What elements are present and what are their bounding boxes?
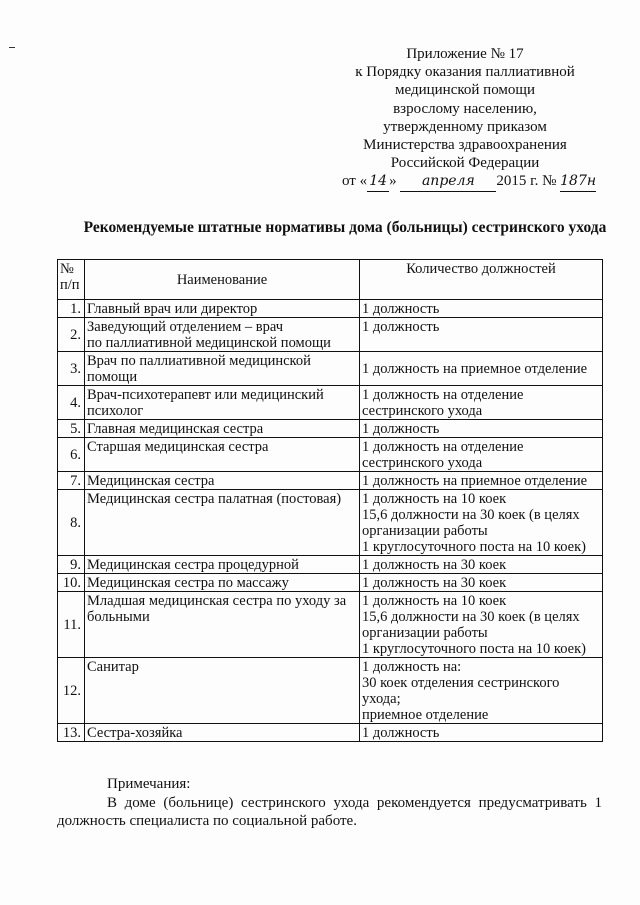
position-quantity-line: организации работы (362, 625, 488, 641)
position-name (85, 472, 360, 490)
order-number-handwritten: 187н (560, 172, 596, 191)
position-name (85, 420, 360, 438)
row-number: 9. (58, 556, 85, 574)
row-number: 1. (58, 300, 85, 318)
table-header-row (58, 260, 603, 300)
staffing-table (57, 259, 603, 742)
order-prefix: от « (342, 173, 368, 190)
header-line: утвержденному приказом (383, 118, 547, 135)
header-num (58, 260, 85, 300)
header-line: Приложение № 17 (406, 46, 524, 62)
position-quantity-line: 1 круглосуточного поста на 10 коек) (362, 539, 586, 555)
position-name-line: Медицинская сестра процедурной (87, 557, 299, 573)
position-name (85, 490, 360, 556)
position-quantity (360, 592, 603, 658)
table-row (58, 556, 603, 574)
position-name-line: Медицинская сестра (87, 473, 215, 489)
table-row (58, 318, 603, 352)
position-quantity-line: 1 должность на приемное отделение (362, 473, 588, 489)
row-number: 2. (58, 318, 85, 352)
position-quantity-line: 1 должность на отделение (362, 439, 524, 455)
order-month-handwritten: апреля (400, 172, 496, 191)
row-number: 10. (58, 574, 85, 592)
position-quantity-line: 1 круглосуточного поста на 10 коек) (362, 641, 586, 657)
position-quantity-line: 15,6 должности на 30 коек (в целях (362, 609, 580, 625)
position-quantity-line: 1 должность на 30 коек (362, 575, 507, 591)
row-number: 12. (58, 658, 85, 724)
table-row (58, 438, 603, 472)
header-line: к Порядку оказания паллиативной (355, 64, 575, 81)
position-quantity-line: 1 должность на 30 коек (362, 557, 507, 573)
position-quantity-line: 1 должность на 10 коек (362, 491, 507, 507)
position-quantity-line: 1 должность на приемное отделение (362, 361, 588, 377)
position-quantity-line: сестринского ухода (362, 403, 483, 419)
position-quantity-line: 1 должность на 10 коек (362, 593, 507, 609)
position-name-line: Медицинская сестра палатная (постовая) (87, 491, 342, 507)
position-name-line: Старшая медицинская сестра (87, 439, 269, 455)
position-quantity-line: ухода; (362, 691, 401, 707)
position-name-line: помощи (87, 369, 138, 385)
order-year: 2015 г. № (496, 173, 557, 190)
header-line: Российской Федерации (390, 155, 540, 172)
position-name (85, 658, 360, 724)
position-quantity-line: приемное отделение (362, 707, 489, 723)
position-name-line: Главный врач или директор (87, 301, 258, 317)
position-name (85, 318, 360, 352)
row-number: 8. (58, 490, 85, 556)
position-quantity (360, 658, 603, 724)
position-name-line: Врач по паллиативной медицинской (87, 353, 311, 369)
row-number: 7. (58, 472, 85, 490)
position-quantity-line: 1 должность на: (362, 659, 462, 675)
header-line: медицинской помощи (395, 82, 535, 99)
row-number: 5. (58, 420, 85, 438)
position-quantity-line: 1 должность на отделение (362, 387, 524, 403)
header-num-line: № (60, 261, 74, 277)
position-quantity-line: 1 должность (362, 421, 440, 437)
row-number: 6. (58, 438, 85, 472)
table-row (58, 574, 603, 592)
table-row (58, 472, 603, 490)
position-quantity (360, 438, 603, 472)
position-name-line: психолог (87, 403, 144, 419)
document-title: Рекомендуемые штатные нормативы дома (больницы) сестринского ухода (83, 219, 607, 236)
position-name (85, 386, 360, 420)
header-line: Министерства здравоохранения (363, 137, 567, 154)
position-name (85, 556, 360, 574)
table-row (58, 592, 603, 658)
header-line: взрослому населению, (393, 100, 537, 117)
position-name-line: Главная медицинская сестра (87, 421, 264, 437)
position-name-line: Заведующий отделением – врач (87, 319, 284, 335)
position-quantity (360, 386, 603, 420)
position-name-line: Санитар (87, 659, 139, 675)
position-quantity (360, 352, 603, 386)
header-num-line: п/п (60, 277, 80, 293)
row-number: 4. (58, 386, 85, 420)
table-body (58, 300, 603, 742)
position-name (85, 300, 360, 318)
table-row (58, 490, 603, 556)
position-quantity (360, 318, 603, 352)
position-name (85, 438, 360, 472)
position-quantity (360, 556, 603, 574)
table-row (58, 420, 603, 438)
position-name (85, 574, 360, 592)
position-quantity (360, 420, 603, 438)
order-day-handwritten: 14 (367, 172, 389, 191)
table-row (58, 386, 603, 420)
table-row (58, 658, 603, 724)
notes-text: В доме (больнице) сестринского ухода рекомендуется предусматривать 1 должность специалиста по социальной работе. (57, 794, 602, 829)
position-quantity (360, 724, 603, 742)
position-quantity-line: 1 должность (362, 319, 440, 335)
appendix-header (330, 45, 600, 192)
position-name (85, 724, 360, 742)
scan-artifact (9, 47, 15, 48)
position-quantity-line: 1 должность (362, 725, 440, 741)
position-name-line: Сестра-хозяйка (87, 725, 183, 741)
position-quantity (360, 490, 603, 556)
position-quantity-line: организации работы (362, 523, 488, 539)
table-row (58, 300, 603, 318)
header-name: Наименование (85, 260, 360, 300)
row-number: 11. (58, 592, 85, 658)
order-mid: » (389, 173, 397, 190)
position-quantity (360, 472, 603, 490)
header-qty: Количество должностей (360, 260, 603, 300)
position-quantity-line: 15,6 должности на 30 коек (в целях (362, 507, 580, 523)
position-name-line: больными (87, 609, 150, 625)
position-name (85, 352, 360, 386)
position-name-line: Медицинская сестра по массажу (87, 575, 289, 591)
position-name-line: по паллиативной медицинской помощи (87, 335, 331, 351)
row-number: 13. (58, 724, 85, 742)
position-quantity (360, 574, 603, 592)
position-quantity-line: 30 коек отделения сестринского (362, 675, 560, 691)
table-row (58, 352, 603, 386)
position-name-line: Младшая медицинская сестра по уходу за (87, 593, 347, 609)
position-quantity (360, 300, 603, 318)
order-line (330, 172, 600, 191)
notes-section (57, 775, 602, 831)
position-name (85, 592, 360, 658)
notes-caption: Примечания: (107, 776, 191, 792)
position-name-line: Врач-психотерапевт или медицинский (87, 387, 324, 403)
position-quantity-line: сестринского ухода (362, 455, 483, 471)
row-number: 3. (58, 352, 85, 386)
position-quantity-line: 1 должность (362, 301, 440, 317)
table-row (58, 724, 603, 742)
